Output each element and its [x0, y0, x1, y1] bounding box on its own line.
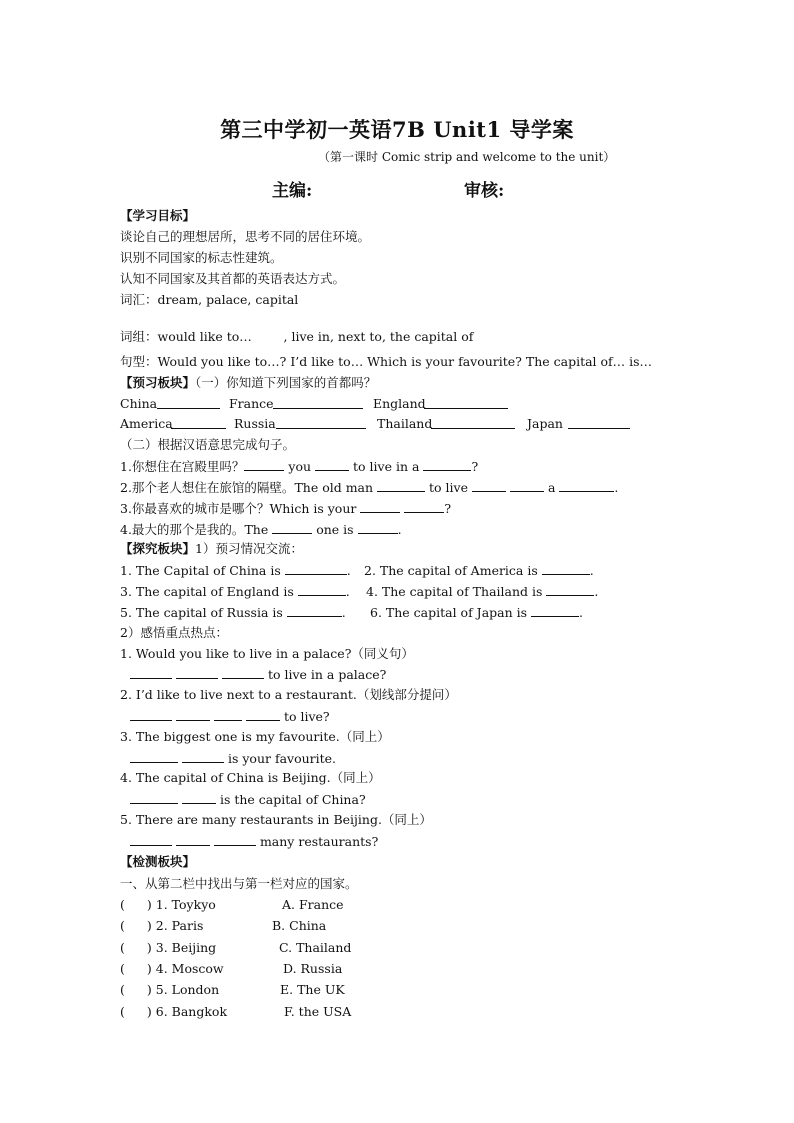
answer-paren-close: )	[146, 982, 152, 997]
answer-paren-close: )	[146, 918, 152, 933]
page-subtitle: （第一课时 Comic strip and welcome to the unit）	[318, 150, 616, 164]
answer-blank[interactable]	[176, 666, 218, 679]
country-option: A. France	[282, 897, 344, 912]
answer-paren-open: (	[120, 940, 125, 955]
match-item	[120, 961, 224, 977]
answer-blank[interactable]	[130, 791, 178, 804]
answer-blank[interactable]	[222, 666, 264, 679]
answer-blank[interactable]	[285, 562, 347, 575]
answer-paren-close: )	[146, 961, 152, 976]
objective-phrases: 词组：would like to… , live in, next to, the capital of	[120, 329, 474, 344]
answer-blank[interactable]	[559, 479, 614, 492]
country-thailand: Thailand	[377, 416, 433, 431]
answer-blank[interactable]	[157, 396, 220, 409]
preview-part1: （一）你知道下列国家的首都吗？	[195, 375, 377, 390]
explore-part1: 1）预习情况交流：	[195, 541, 303, 556]
rewrite-answer: is your favourite.	[130, 750, 336, 767]
answer-blank[interactable]	[510, 479, 544, 492]
answer-blank[interactable]	[472, 479, 506, 492]
answer-blank[interactable]	[287, 604, 342, 617]
rewrite-question: 5. There are many restaurants in Beijing.（同上）	[120, 812, 432, 827]
explore-heading-row	[120, 541, 303, 557]
answer-blank[interactable]	[377, 479, 425, 492]
answer-blank[interactable]	[531, 604, 579, 617]
rewrite-question: 4. The capital of China is Beijing.（同上）	[120, 770, 381, 785]
answer-blank[interactable]	[214, 833, 256, 846]
check-heading: 【检测板块】	[120, 854, 196, 869]
rewrite-question: 2. I’d like to live next to a restaurant.（划线部分提问）	[120, 687, 457, 702]
city-label: 4. Moscow	[155, 961, 224, 976]
rewrite-answer: is the capital of China?	[130, 791, 366, 808]
answer-blank[interactable]	[244, 458, 284, 471]
capital-question: 5. The capital of Russia is .	[120, 605, 346, 620]
answer-blank[interactable]	[358, 521, 398, 534]
rewrite-answer: many restaurants?	[130, 833, 378, 850]
preview-sentence: 2.那个老人想住在旅馆的隔壁。The old man to live a .	[120, 480, 619, 495]
answer-blank[interactable]	[404, 500, 444, 513]
answer-blank[interactable]	[130, 833, 172, 846]
answer-blank[interactable]	[246, 708, 280, 721]
chief-editor-label: 主编:	[272, 181, 313, 201]
answer-blank[interactable]	[182, 750, 224, 763]
preview-sentence: 3.你最喜欢的城市是哪个？Which is your ?	[120, 501, 452, 516]
answer-blank[interactable]	[423, 458, 471, 471]
city-label: 3. Beijing	[155, 940, 217, 955]
explore-heading: 【探究板块】	[120, 541, 196, 556]
objective-vocab: 词汇：dream, palace, capital	[120, 292, 299, 307]
answer-blank[interactable]	[360, 500, 400, 513]
preview-heading: 【预习板块】	[120, 375, 196, 390]
city-label: 2. Paris	[155, 918, 204, 933]
reviewer-label: 审核:	[464, 181, 505, 201]
capital-question: 6. The capital of Japan is .	[370, 605, 584, 620]
preview-sentence: 4.最大的那个是我的。The one is .	[120, 522, 402, 537]
answer-blank[interactable]	[272, 521, 312, 534]
country-option: F. the USA	[284, 1004, 352, 1019]
rewrite-question: 3. The biggest one is my favourite.（同上）	[120, 729, 390, 744]
answer-paren-open: (	[120, 982, 125, 997]
answer-paren-close: )	[146, 897, 152, 912]
answer-paren-open: (	[120, 961, 125, 976]
answer-blank[interactable]	[542, 562, 590, 575]
preview-heading-row	[120, 375, 376, 391]
capital-question: 4. The capital of Thailand is .	[366, 584, 599, 599]
city-label: 5. London	[155, 982, 220, 997]
objectives-heading: 【学习目标】	[120, 208, 196, 223]
country-option: C. Thailand	[279, 940, 352, 955]
answer-blank[interactable]	[176, 833, 210, 846]
answer-blank[interactable]	[546, 583, 594, 596]
country-option: B. China	[272, 918, 327, 933]
answer-blank[interactable]	[214, 708, 242, 721]
objective-item: 识别不同国家的标志性建筑。	[120, 250, 283, 265]
answer-blank[interactable]	[298, 583, 346, 596]
answer-blank[interactable]	[424, 396, 508, 409]
match-item	[120, 918, 203, 934]
country-england: England	[373, 396, 426, 411]
objective-item: 认知不同国家及其首都的英语表达方式。	[120, 271, 346, 286]
match-item	[120, 1004, 227, 1020]
capital-question: 1. The Capital of China is .	[120, 563, 351, 578]
answer-blank[interactable]	[130, 750, 178, 763]
answer-blank[interactable]	[568, 416, 630, 429]
answer-blank[interactable]	[130, 666, 172, 679]
answer-paren-open: (	[120, 918, 125, 933]
capital-question: 2. The capital of America is .	[364, 563, 594, 578]
answer-blank[interactable]	[176, 708, 210, 721]
city-label: 1. Toykyo	[155, 897, 216, 912]
capital-question: 3. The capital of England is .	[120, 584, 350, 599]
answer-paren-close: )	[146, 940, 152, 955]
country-france: France	[229, 396, 274, 411]
check-instruction: 一、从第二栏中找出与第一栏对应的国家。	[120, 876, 358, 891]
country-america: America	[120, 416, 173, 431]
rewrite-answer: to live?	[130, 708, 330, 725]
rewrite-answer: to live in a palace?	[130, 666, 386, 683]
preview-part2: （二）根据汉语意思完成句子。	[120, 437, 296, 452]
page-title: 第三中学初一英语7B Unit1 导学案	[220, 117, 574, 142]
country-option: D. Russia	[283, 961, 343, 976]
answer-blank[interactable]	[182, 791, 216, 804]
objective-patterns: 句型：Would you like to…? I’d like to… Which is your favourite? The capital of… is…	[120, 354, 653, 369]
answer-blank[interactable]	[130, 708, 172, 721]
city-label: 6. Bangkok	[155, 1004, 228, 1019]
rewrite-question: 1. Would you like to live in a palace?（同义句）	[120, 646, 414, 661]
explore-part2: 2）感悟重点热点：	[120, 625, 228, 640]
match-item	[120, 940, 216, 956]
country-china: China	[120, 396, 158, 411]
answer-blank[interactable]	[315, 458, 349, 471]
objective-item: 谈论自己的理想居所，思考不同的居住环境。	[120, 229, 371, 244]
answer-blank[interactable]	[431, 416, 515, 429]
answer-blank[interactable]	[171, 416, 226, 429]
country-russia: Russia	[234, 416, 276, 431]
answer-paren-close: )	[146, 1004, 152, 1019]
match-item	[120, 897, 216, 913]
country-japan: Japan	[527, 416, 563, 431]
answer-blank[interactable]	[276, 416, 366, 429]
preview-sentence: 1.你想住在宫殿里吗？ you to live in a ?	[120, 459, 479, 474]
answer-paren-open: (	[120, 897, 125, 912]
answer-blank[interactable]	[273, 396, 363, 409]
match-item	[120, 982, 219, 998]
country-option: E. The UK	[280, 982, 345, 997]
answer-paren-open: (	[120, 1004, 125, 1019]
